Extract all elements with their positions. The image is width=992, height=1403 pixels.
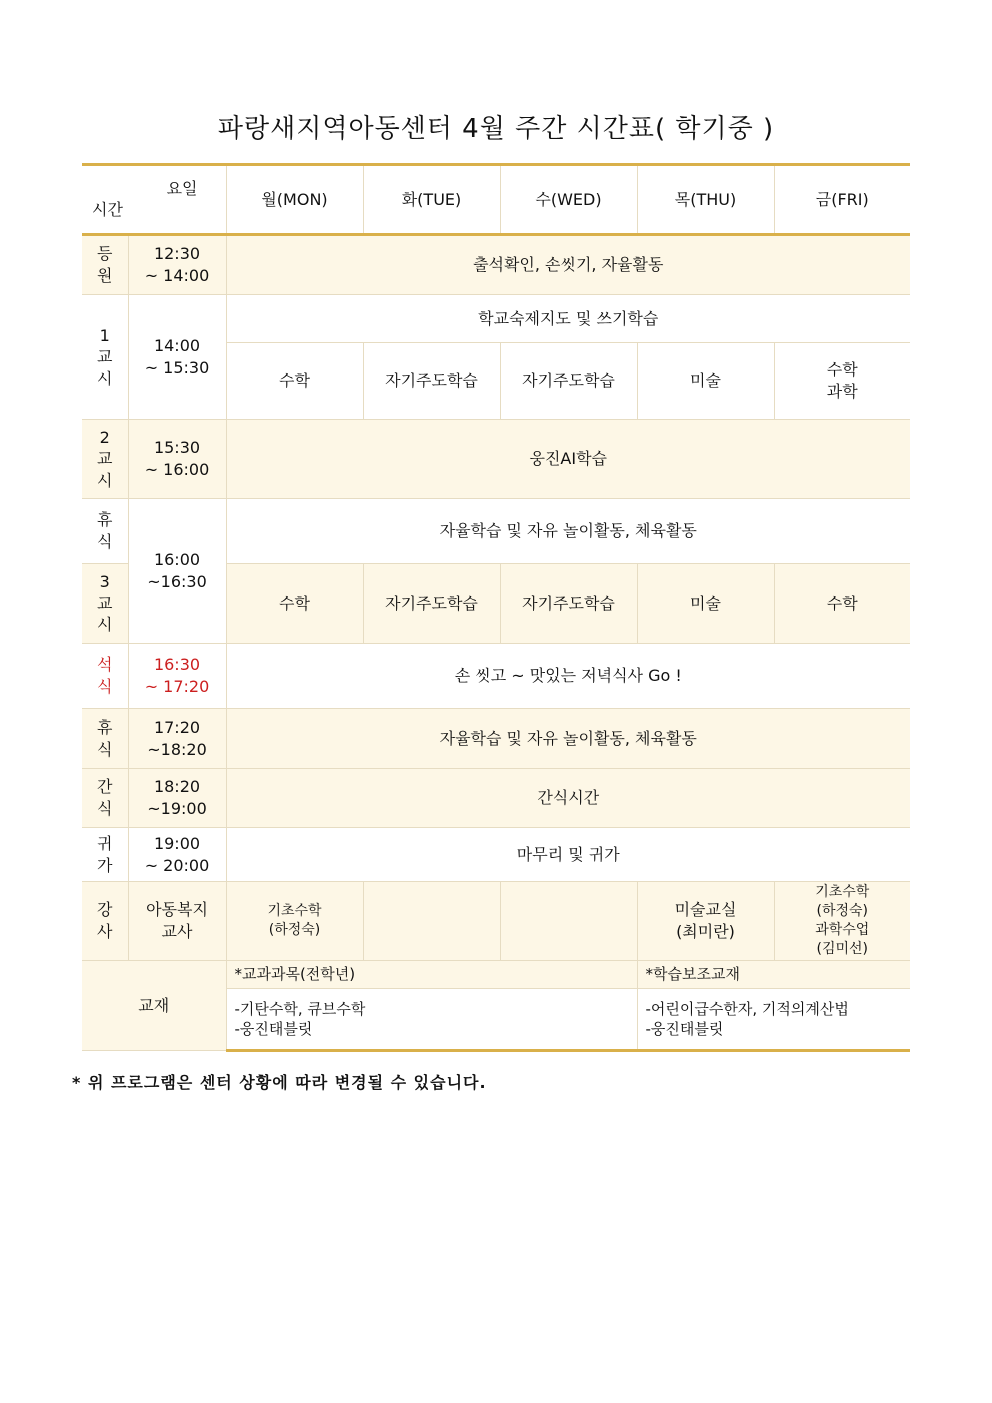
row-snack	[82, 769, 910, 828]
teacher-tue	[363, 882, 500, 961]
row-label: 휴식	[82, 709, 128, 769]
time-cell: 12:30 ~ 14:00	[128, 235, 226, 295]
materials-left-head: *교과과목(전학년)	[226, 961, 637, 989]
subject-thu: 미술	[637, 564, 774, 644]
day-header-fri: 금(FRI)	[774, 165, 910, 235]
activity-cell: 간식시간	[226, 769, 910, 828]
corner-cell	[82, 165, 226, 235]
materials-right-body: -어린이급수한자, 기적의계산법 -웅진태블릿	[637, 989, 910, 1051]
teacher-fri: 기초수학 (하정숙) 과학수업 (김미선)	[774, 882, 910, 961]
row-period1-top	[82, 295, 910, 343]
teacher-thu: 미술교실 (최미란)	[637, 882, 774, 961]
row-home	[82, 828, 910, 882]
row-dinner	[82, 644, 910, 709]
activity-cell: 학교숙제지도 및 쓰기학습	[226, 295, 910, 343]
time-cell: 16:30 ~ 17:20	[128, 644, 226, 709]
activity-cell: 출석확인, 손씻기, 자율활동	[226, 235, 910, 295]
time-cell: 14:00 ~ 15:30	[128, 295, 226, 420]
time-cell: 17:20 ~18:20	[128, 709, 226, 769]
weekly-timetable	[82, 163, 910, 1052]
row-label: 휴식	[82, 499, 128, 564]
row-materials-head	[82, 961, 910, 989]
row-label: 귀가	[82, 828, 128, 882]
row-label: 간식	[82, 769, 128, 828]
subject-thu: 미술	[637, 343, 774, 420]
time-cell: 16:00 ~16:30	[128, 499, 226, 644]
subject-wed: 자기주도학습	[500, 564, 637, 644]
subject-wed: 자기주도학습	[500, 343, 637, 420]
activity-cell: 마무리 및 귀가	[226, 828, 910, 882]
activity-cell: 자율학습 및 자유 놀이활동, 체육활동	[226, 709, 910, 769]
day-header-wed: 수(WED)	[500, 165, 637, 235]
corner-day-label: 요일	[166, 179, 198, 198]
header-row	[82, 165, 910, 235]
subject-tue: 자기주도학습	[363, 343, 500, 420]
day-header-tue: 화(TUE)	[363, 165, 500, 235]
subject-fri: 수학 과학	[774, 343, 910, 420]
teacher-mon: 기초수학 (하정숙)	[226, 882, 363, 961]
teacher-wed	[500, 882, 637, 961]
subject-tue: 자기주도학습	[363, 564, 500, 644]
materials-label: 교재	[82, 961, 226, 1051]
activity-cell: 웅진AI학습	[226, 420, 910, 499]
row-break1	[82, 499, 910, 564]
row-break2	[82, 709, 910, 769]
row-label: 2교시	[82, 420, 128, 499]
time-cell: 15:30 ~ 16:00	[128, 420, 226, 499]
row-label: 1교시	[82, 295, 128, 420]
subject-fri: 수학	[774, 564, 910, 644]
time-cell: 18:20 ~19:00	[128, 769, 226, 828]
day-header-mon: 월(MON)	[226, 165, 363, 235]
row-label: 강사	[82, 882, 128, 961]
activity-cell: 자율학습 및 자유 놀이활동, 체육활동	[226, 499, 910, 564]
materials-left-body: -기탄수학, 큐브수학 -웅진태블릿	[226, 989, 637, 1051]
day-header-thu: 목(THU)	[637, 165, 774, 235]
subject-mon: 수학	[226, 343, 363, 420]
row-period2	[82, 420, 910, 499]
row-label: 3교시	[82, 564, 128, 644]
page-title: 파랑새지역아동센터 4월 주간 시간표( 학기중 )	[217, 114, 775, 144]
row-arrival	[82, 235, 910, 295]
row-label: 등원	[82, 235, 128, 295]
row-teacher	[82, 882, 910, 961]
corner-time-label: 시간	[92, 200, 123, 220]
materials-right-head: *학습보조교재	[637, 961, 910, 989]
footnote: * 위 프로그램은 센터 상황에 따라 변경될 수 있습니다.	[72, 1073, 487, 1092]
teacher-role-cell: 아동복지 교사	[128, 882, 226, 961]
time-cell: 19:00 ~ 20:00	[128, 828, 226, 882]
row-label: 석식	[82, 644, 128, 709]
activity-cell: 손 씻고 ~ 맛있는 저녁식사 Go !	[226, 644, 910, 709]
subject-mon: 수학	[226, 564, 363, 644]
